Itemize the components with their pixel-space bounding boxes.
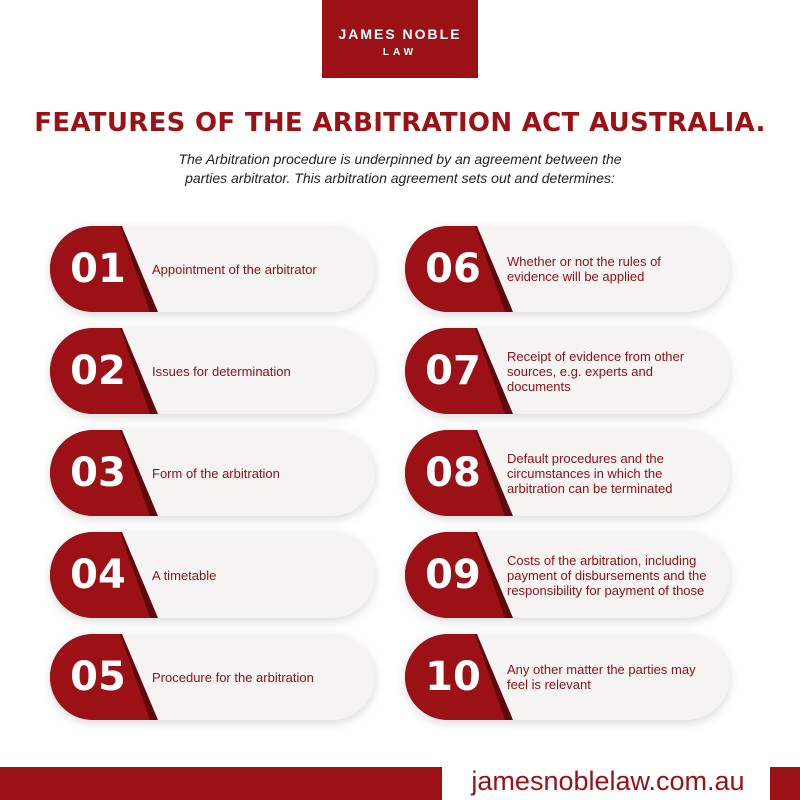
feature-card [50, 430, 375, 516]
feature-text: A timetable [152, 567, 217, 583]
feature-item-08 [405, 430, 730, 516]
feature-text: Whether or not the rules of evidence will be applied [507, 254, 661, 284]
feature-number: 10 [425, 654, 481, 700]
feature-card [50, 226, 375, 312]
intro-line-2: parties arbitrator. This arbitration agreement sets out and determines: [185, 170, 615, 186]
feature-text: Form of the arbitration [152, 465, 280, 481]
feature-card [50, 532, 375, 618]
feature-card [405, 328, 730, 414]
feature-text: Issues for determination [152, 363, 291, 379]
feature-item-05 [50, 634, 375, 720]
feature-number: 03 [70, 450, 126, 496]
feature-item-07 [405, 328, 730, 414]
feature-text: Receipt of evidence from other sources, e.g. experts and documents [507, 348, 685, 394]
logo-line-2: LAW [382, 47, 418, 58]
feature-number: 04 [70, 552, 126, 598]
feature-card [50, 634, 375, 720]
feature-card [50, 328, 375, 414]
page-title: FEATURES OF THE ARBITRATION ACT AUSTRALIA. [34, 108, 766, 138]
feature-item-10 [405, 634, 730, 720]
feature-item-04 [50, 532, 375, 618]
footer-bar-right [770, 767, 800, 800]
footer-url-link[interactable]: jamesnoblelaw.com.au [471, 766, 745, 796]
intro-text [110, 150, 690, 188]
feature-text: Appointment of the arbitrator [152, 261, 317, 277]
feature-number: 09 [425, 552, 481, 598]
feature-item-01 [50, 226, 375, 312]
feature-item-09 [405, 532, 730, 618]
feature-item-02 [50, 328, 375, 414]
feature-number: 01 [70, 246, 126, 292]
feature-number: 02 [70, 348, 126, 394]
feature-card [405, 226, 730, 312]
feature-text: Any other matter the parties may feel is relevant [507, 662, 696, 692]
feature-text: Costs of the arbitration, including payment of disbursements and the responsibility for payment of those [507, 552, 707, 598]
logo-line-1: JAMES NOBLE [338, 26, 462, 42]
feature-card [405, 532, 730, 618]
feature-text: Default procedures and the circumstances in which the arbitration can be terminated [507, 450, 673, 496]
feature-number: 06 [425, 246, 481, 292]
logo [322, 0, 478, 78]
feature-number: 08 [425, 450, 481, 496]
feature-text: Procedure for the arbitration [152, 669, 314, 685]
feature-card [405, 634, 730, 720]
feature-item-03 [50, 430, 375, 516]
footer-bar-left [0, 767, 442, 800]
intro-line-1: The Arbitration procedure is underpinned by an agreement between the [178, 151, 622, 167]
feature-number: 05 [70, 654, 126, 700]
feature-card [405, 430, 730, 516]
feature-item-06 [405, 226, 730, 312]
feature-number: 07 [425, 348, 481, 394]
